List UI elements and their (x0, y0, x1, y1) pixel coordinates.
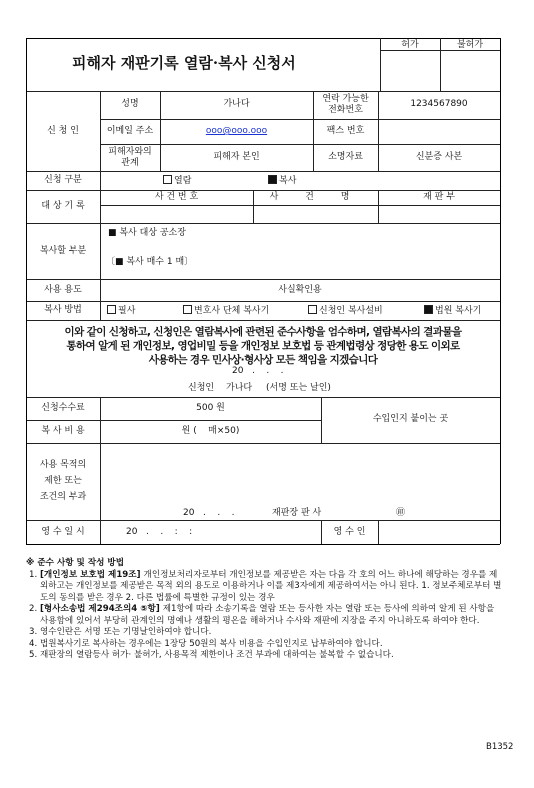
declaration-line-3: 사용하는 경우 민사상·형사상 모든 책임을 지겠습니다 (148, 354, 378, 366)
copy-label: 복사 (279, 176, 297, 186)
fax-value-field[interactable] (379, 120, 499, 143)
copy-cost-label: 복 사 비 용 (41, 426, 85, 436)
restriction-label-1: 사용 목적의 (39, 460, 87, 470)
view-label: 열람 (174, 176, 192, 186)
copy-method-label: 복사 방법 (44, 305, 82, 315)
judge-label: 재판장 판 사 (272, 508, 322, 518)
fee-label: 신청수수료 (41, 403, 85, 413)
stamp-area-label: 수입인지 붙이는 곳 (372, 414, 449, 424)
declaration-text (30, 325, 496, 367)
note-number: 3. (29, 627, 38, 637)
name-value[interactable]: 가나다 (223, 99, 250, 109)
note-item (26, 639, 504, 651)
notes-list (26, 570, 504, 662)
receipt-date-label: 영 수 일 시 (41, 527, 85, 537)
note-item (26, 627, 504, 639)
restriction-field[interactable] (102, 445, 498, 505)
method-court-copier[interactable] (424, 305, 481, 317)
phone-label-1: 연락 가능한 (322, 94, 369, 104)
applicant-device-checkbox[interactable] (308, 305, 317, 314)
receiver-label: 영 수 인 (333, 527, 366, 537)
method-handwrite[interactable] (107, 305, 135, 317)
seal-mark: ㊞ (396, 508, 406, 518)
copy-part-label: 복사할 부분 (39, 246, 87, 256)
case-number-header: 사 건 번 호 (154, 192, 199, 202)
request-type-label: 신청 구분 (44, 175, 82, 185)
signer-label: 신청인 (188, 383, 215, 393)
lawyer-copier-label: 변호사 단체 복사기 (194, 306, 270, 316)
relation-label-2: 관계 (121, 158, 139, 168)
note-number: 5. (29, 650, 38, 660)
deny-stamp-field[interactable] (441, 51, 499, 90)
note-number: 4. (29, 638, 38, 649)
declaration-line-2: 통하여 알게 된 개인정보, 영업비밀 등을 개인정보 보호법 등 관계법령상 정당한 용도 이외로 (66, 340, 460, 352)
restriction-label-3: 조건의 부과 (39, 492, 87, 502)
note-law-reference: [개인정보 보호법 제19조] (40, 569, 144, 580)
note-text: 법원복사기로 복사하는 경우에는 1장당 50원의 복사 비용을 수입인지로 납부하여야 합니다. (40, 638, 383, 649)
receiver-field[interactable] (379, 521, 499, 543)
method-applicant-device[interactable] (308, 305, 383, 317)
target-label: 대 상 기 록 (41, 201, 85, 211)
deny-header: 불허가 (456, 40, 484, 50)
note-text: 제1항에 따라 소송기록을 열람 또는 등사한 자는 열람 또는 등사에 의하여 알게 된 사항을 사용함에 있어서 부당히 관계인의 명예나 생활의 평온을 해하거나 수사와 재판에 지장을 주지 아니하도록 하여야 한다. (40, 604, 495, 626)
applicant-device-label: 신청인 복사설비 (319, 306, 383, 316)
phone-value[interactable]: 1234567890 (410, 99, 468, 109)
phone-label-2: 전화번호 (328, 105, 363, 115)
declaration-line-1: 이와 같이 신청하고, 신청인은 열람복사에 관련된 준수사항을 엄수하며, 열람복사의 결과물을 (64, 326, 462, 338)
copy-checkbox[interactable] (268, 175, 277, 184)
copy-cost-value[interactable]: 원 ( 매×50) (181, 426, 240, 436)
note-item (26, 604, 504, 627)
court-copier-label: 법원 복사기 (435, 306, 482, 316)
email-label: 이메일 주소 (106, 126, 154, 136)
note-number: 2. (29, 604, 38, 614)
note-item (26, 650, 504, 662)
note-text: 재판장의 열람등사 허가· 불허가, 사용목적 제한이나 조건 부과에 대하여는 불복할 수 없습니다. (40, 650, 394, 660)
note-number: 1. (29, 569, 38, 580)
restriction-date[interactable]: 20 . . . (183, 508, 235, 518)
handwrite-checkbox[interactable] (107, 305, 116, 314)
docs-value[interactable]: 신분증 사본 (415, 152, 463, 162)
docs-label: 소명자료 (328, 152, 363, 162)
fee-value: 500 원 (196, 403, 225, 413)
sign-note: (서명 또는 날인) (266, 383, 331, 393)
note-law-reference: [형사소송법 제294조의4 ⑤항] (40, 604, 163, 614)
note-text: 영수인란은 서명 또는 기명날인하여야 합니다. (40, 627, 212, 637)
form-code: B1352 (486, 742, 514, 752)
case-name-field[interactable] (254, 206, 377, 222)
applicant-section-label: 신 청 인 (47, 126, 79, 136)
note-text: 개인정보처리자로부터 개인정보를 제공받은 자는 다음 각 호의 어느 하나에 해당하는 경우를 제외하고는 개인정보를 제공받은 목적 외의 용도로 이용하거나 이를 제3자에게 제공하여서는 아니 된다. 1. 정보주체로부터 별도의 동의를 받은 경우 2. 다른 법률에 특별한 규정이 있는 경우 (40, 569, 502, 603)
fax-label: 팩스 번호 (326, 126, 365, 136)
copy-target-line[interactable]: ■ 복사 대상 공소장 (108, 228, 186, 238)
note-item (26, 570, 504, 605)
method-lawyer-copier[interactable] (183, 305, 269, 317)
case-name-header: 사 건 명 (269, 192, 362, 202)
handwrite-label: 필사 (118, 306, 136, 316)
approve-stamp-field[interactable] (381, 51, 439, 90)
signer-name[interactable]: 가나다 (226, 383, 253, 393)
approve-header: 허가 (401, 40, 419, 50)
case-number-field[interactable] (101, 206, 252, 222)
relation-label-1: 피해자와의 (108, 147, 152, 157)
restriction-label-2: 제한 또는 (44, 476, 82, 486)
lawyer-copier-checkbox[interactable] (183, 305, 192, 314)
court-field[interactable] (379, 206, 499, 222)
notes-section (26, 558, 504, 662)
name-label: 성명 (121, 99, 139, 109)
view-checkbox[interactable] (163, 175, 172, 184)
copy-count-line[interactable]: 〔■ 복사 매수 1 매〕 (106, 257, 194, 267)
declaration-date[interactable]: 20 . . . (232, 366, 284, 376)
option-view[interactable] (163, 175, 191, 187)
email-value[interactable]: ooo@ooo.ooo (205, 126, 268, 136)
relation-value[interactable]: 피해자 본인 (213, 152, 260, 162)
court-header: 재 판 부 (423, 192, 455, 202)
form-title: 피해자 재판기록 열람·복사 신청서 (72, 54, 296, 72)
usage-value[interactable]: 사실확인용 (278, 285, 322, 295)
notes-heading: ※ 준수 사항 및 작성 방법 (26, 558, 125, 568)
usage-label: 사용 용도 (44, 285, 82, 295)
court-copier-checkbox[interactable] (424, 305, 433, 314)
receipt-date-value[interactable]: 20 . . : : (126, 527, 193, 537)
option-copy[interactable] (268, 175, 296, 187)
